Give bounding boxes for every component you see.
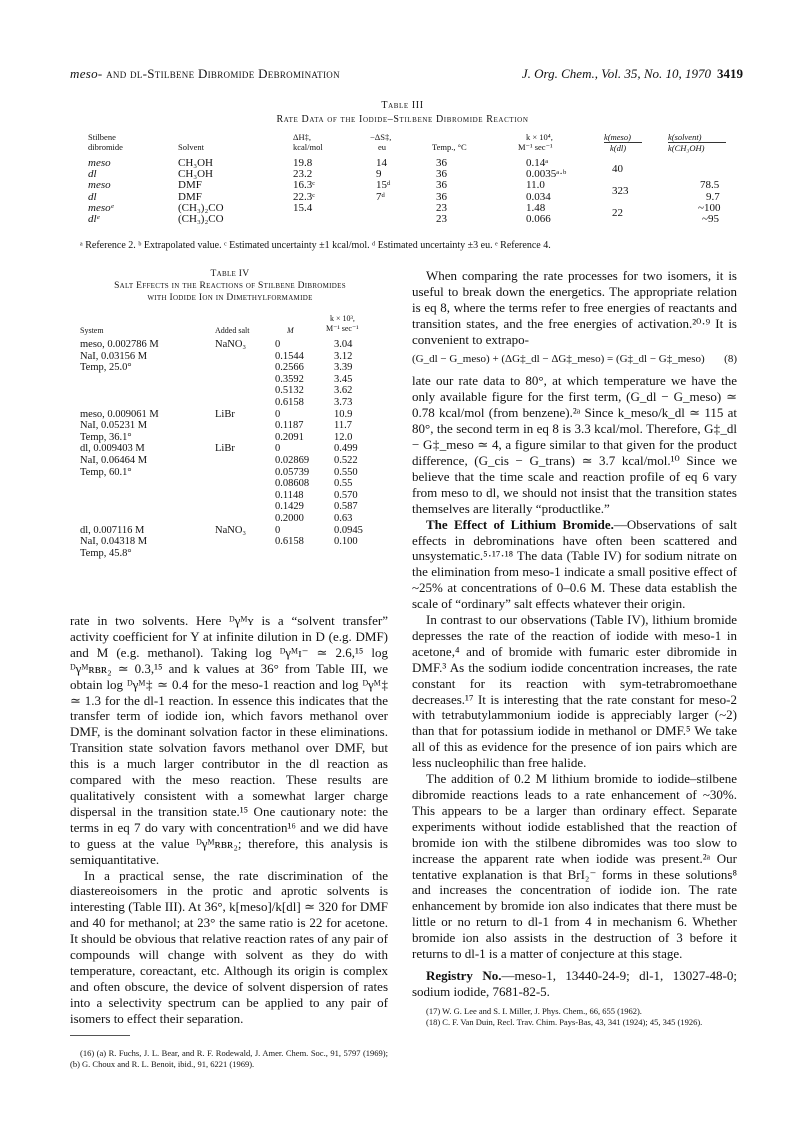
table4-cell: 0.1148: [275, 489, 304, 501]
table3-cell: dl: [88, 168, 97, 181]
table3-header: k(dl): [610, 143, 627, 153]
paragraph: The Effect of Lithium Bromide.—Observations of salt effects in debrominations have often been scattered and unsystematic.⁵·¹⁷·¹⁸ The data (Table IV) for sodium nitrate on the elimination from meso-1 indicate a small positive effect of ~25% at concentrations of 0–0.6 M. These data establish the scale of “ordinary” salt effects whatever their origin.: [412, 516, 738, 612]
table3-cell: mesoᵉ: [88, 201, 114, 214]
table4-cell: 12.0: [334, 431, 353, 443]
right-column: [412, 268, 737, 1028]
table3-cell: CH₃OH: [178, 157, 214, 169]
table4-cell: 0.550: [334, 466, 358, 478]
registry-numbers: Registry No.—meso-1, 13440-24-9; dl-1, 13027-48-0; sodium iodide, 7681-82-5.: [412, 967, 737, 999]
table3-cell: 36: [436, 190, 447, 203]
table4-cell: 0.1429: [275, 501, 304, 513]
table3-header: k(CH₃OH): [668, 143, 705, 153]
table3-cell: 7ᵈ: [376, 190, 385, 203]
table3-cell: 36: [436, 168, 447, 181]
table4-cell: 0.587: [334, 501, 358, 513]
table4-cell: 0.522: [334, 455, 358, 466]
table3-cell: 0.066: [526, 213, 551, 225]
journal-citation: J. Org. Chem., Vol. 35, No. 10, 1970 3419: [521, 66, 743, 81]
table3-header: Temp., °C: [432, 142, 467, 152]
table3-cell: DMF: [178, 179, 202, 192]
table3-cell: dlᵉ: [88, 213, 100, 225]
table4-header: M⁻¹ sec⁻¹: [326, 324, 359, 333]
table3-header: k × 10⁴,: [526, 132, 553, 142]
table3-cell: (CH₃)₂CO: [178, 213, 224, 225]
table4-cell: LiBr: [215, 443, 235, 455]
table4-cell: 0.6158: [275, 397, 304, 408]
table3-cell: 0.0035ᵃ·ᵇ: [526, 168, 567, 181]
left-column: [70, 613, 388, 1070]
table3-solvent-ratio: 9.7: [706, 190, 720, 203]
reference-17: (17) W. G. Lee and S. I. Miller, J. Phys. Chem., 66, 655 (1962).: [426, 1005, 642, 1016]
reference-16: (16) (a) R. Fuchs, J. L. Bear, and R. F. Rodewald, J. Amer. Chem. Soc., 91, 5797 (1969); (b) G. Choux and R. L. Benoit, ibid., 91, 6221 (1969).: [70, 1047, 388, 1069]
table4-cell: 0.570: [334, 489, 358, 501]
table4-cell: 0.02869: [275, 455, 310, 466]
table4-cell: 0.0945: [334, 524, 363, 536]
table3-cell: 0.034: [526, 190, 551, 203]
table3-header: k(solvent): [668, 132, 702, 142]
table4-cell: Temp, 45.8°: [80, 547, 132, 559]
table4-cell: NaI, 0.05231 M: [80, 420, 148, 432]
table3-cell: dl: [88, 190, 97, 203]
table4-title: Table IV: [210, 269, 250, 279]
paragraph: rate in two solvents. Here ᴰγᴹʏ is a “solvent transfer” activity coefficient for Y at infinite dilution in D (e.g. DMF) and M (e.g. methanol). Taking log ᴰγᴹɪ⁻ ≃ 2.6,¹⁵ log ᴰγᴹʀʙʀ₂ ≃ 0.3,¹⁵ and k values at 36° from Table III, we obtain log ᴰγᴹ‡ ≃ 0.4 for the meso-1 reaction and log ᴰγᴹ‡ ≃ 1.3 for the dl-1 reaction. In essence this indicates that the transfer term of iodide ion, which favors methanol over DMF, is the dominant solvation factor in these eliminations. Transition state solvation favors methanol over DMF, but this is a much larger contributor in the dl reaction as compared with the meso reaction. These results are qualitatively consistent with a somewhat larger charge dispersal in the transition state.¹⁵ One cautionary note: the terms in eq 7 do vary with concentration¹⁶ and we did have to guess at the value ᴰγᴹʀʙʀ₂; therefore, this analysis is semiquantitative.: [70, 613, 388, 867]
table3-cell: meso: [88, 157, 111, 169]
table3-cell: 11.0: [526, 179, 545, 192]
table4-cell: 3.73: [334, 397, 353, 408]
table3-header: k(meso): [604, 132, 631, 142]
table4-cell: 3.45: [334, 373, 353, 385]
table4-cell: 3.04: [334, 339, 353, 350]
table4-cell: Temp, 25.0°: [80, 362, 132, 374]
table4-cell: 0.1544: [275, 350, 304, 362]
table3-caption: [0, 99, 805, 127]
divider: [70, 1035, 130, 1036]
table4-cell: 0.05739: [275, 466, 310, 478]
table4-cell: 0.1187: [275, 420, 304, 432]
table4-cell: NaI, 0.06464 M: [80, 455, 148, 466]
table4-header: Added salt: [215, 326, 250, 335]
table4-cell: Temp, 36.1°: [80, 431, 132, 443]
table4-cell: 0.63: [334, 513, 353, 524]
table4-cell: 0.3592: [275, 373, 304, 385]
table3-header: Solvent: [178, 142, 204, 152]
table3-footnote: ᵃ Reference 2. ᵇ Extrapolated value. ᶜ Estimated uncertainty ±1 kcal/mol. ᵈ Estimated uncertainty ±3 eu. ᵉ Reference 4.: [80, 240, 551, 251]
table3-cell: (CH₃)₂CO: [178, 201, 224, 214]
table4-subtitle: Salt Effects in the Reactions of Stilbene Dibromides: [114, 281, 346, 291]
table3-cell: 9: [376, 168, 382, 181]
running-title: meso- and dl-Stilbene Dibromide Debromination: [70, 66, 340, 81]
table3-ratio: 22: [612, 207, 623, 220]
paragraph: In contrast to our observations (Table IV), lithium bromide depresses the rate of the reaction of iodide with meso-1 in acetone,⁴ and of bromide with fumaric ester dibromide in DMF.³ As the sodium iodide concentration increases, the rate constant for its reaction with sym-tetrabromoethane decreases.¹⁷ It is interesting that the rate constant for meso-2 with tetrabutylammonium iodide is appreciably larger (~2) than that for potassium iodide in methanol or DMF.⁵ We take all of this as evidence for the presence of ion pairs which are less nucleophilic than free halide.: [412, 612, 737, 771]
table3-header: eu: [378, 142, 387, 152]
table3-cell: 0.14ᵃ: [526, 157, 549, 169]
table3-cell: CH₃OH: [178, 168, 214, 181]
table3-header: ΔH‡,: [293, 132, 311, 142]
table4-cell: meso, 0.002786 M: [80, 339, 159, 350]
table4-cell: 3.12: [334, 350, 353, 362]
table3-solvent-ratio: ~100: [698, 201, 721, 214]
table4-cell: 0.08608: [275, 478, 310, 490]
table4-subtitle-2: with Iodide Ion in Dimethylformamide: [147, 293, 313, 303]
table4-cell: 3.62: [334, 385, 353, 397]
table3-subtitle: Rate Data of the Iodide–Stilbene Dibromide Reaction: [276, 114, 529, 125]
table4-cell: 0.100: [334, 536, 358, 548]
table3-cell: 16.3ᶜ: [293, 179, 316, 192]
table3-cell: 36: [436, 157, 447, 169]
table4-cell: 0.499: [334, 443, 358, 455]
table4-cell: 0: [275, 524, 281, 536]
table4-cell: 0.2566: [275, 362, 304, 374]
table4-cell: 3.39: [334, 362, 353, 374]
section-heading: The Effect of Lithium Bromide.: [426, 516, 614, 532]
table3-cell: 23.2: [293, 168, 313, 181]
table3-solvent-ratio: ~95: [702, 213, 719, 225]
table3-cell: meso: [88, 179, 111, 192]
table3-cell: 15ᵈ: [376, 179, 391, 192]
table4-header: M: [287, 326, 294, 335]
table4-cell: LiBr: [215, 408, 235, 420]
table3-cell: 15.4: [293, 201, 313, 214]
table3-cell: 36: [436, 179, 447, 192]
table4-cell: meso, 0.009061 M: [80, 408, 159, 420]
table4-cell: dl, 0.009403 M: [80, 443, 145, 455]
table3-solvent-ratio: 78.5: [700, 179, 720, 192]
table3-cell: 19.8: [293, 157, 313, 169]
table3-cell: DMF: [178, 190, 202, 203]
table3-title: Table III: [381, 100, 424, 111]
reference-18: (18) C. F. Van Duin, Recl. Trav. Chim. Pays-Bas, 43, 341 (1924); 45, 345 (1926).: [426, 1016, 703, 1027]
equation-8: (G_dl − G_meso) + (ΔG‡_dl − ΔG‡_meso) = (G‡_dl − G‡_meso) (8): [412, 352, 737, 365]
table3-cell: 14: [376, 157, 387, 169]
table4-cell: NaNO₃: [215, 339, 247, 350]
table4-header: System: [80, 326, 104, 335]
table3-cell: 23: [436, 201, 447, 214]
table4-cell: 0: [275, 339, 281, 350]
table4-cell: 0.6158: [275, 536, 304, 548]
page-header: [70, 66, 743, 82]
table4-cell: NaI, 0.03156 M: [80, 350, 148, 362]
table3-cell: 23: [436, 213, 447, 225]
table3-ratio: 323: [612, 185, 629, 197]
paragraph: The addition of 0.2 M lithium bromide to iodide–stilbene dibromide reactions leads to a rate enhancement of ~30%. This appears to be a larger than ordinary effect. Separate experiments without iodide established that the reaction of bromide ion with the stilbene dibromides was too slow to increase the apparent rate when iodide was present.²ᵃ Our tentative explanation is that BrI₂⁻ forms in these solutions⁸ and increases the concentration of iodide ion. The rate enhancement by bromide ion also indicates that there must be little or no return to dl-1 from 4 in mechanism 6. Whether bromide ion also assists in the destruction of 3 before it returns to dl-1 is a matter of conjecture at this stage.: [412, 771, 737, 962]
paragraph: late our rate data to 80°, at which temperature we have the only available figure for the first term, (G_dl − G_meso) ≃ 0.78 kcal/mol (from benzene).²ᵃ Since k_meso/k_dl ≃ 115 at 80°, the second term in eq 8 is 3.3 kcal/mol. Therefore, G‡_dl − G‡_meso ≃ 4, a figure similar to that given for the product difference, (G_cis − G_trans) ≃ 3.7 kcal/mol.¹⁰ Since we believe that the time scale and reaction profile of eq 6 vary from meso to dl, we should not insist that the transition states themselves are literally “productlike.”: [412, 373, 737, 516]
paragraph: In a practical sense, the rate discrimination of the diastereoisomers in the protic and aprotic solvents is interesting (Table III). At 36°, k[meso]/k[dl] ≃ 320 for DMF and 40 for methanol; at 23° the same ratio is 22 for acetone. It should be obvious that relative reaction rates of any pair of compounds will change with solvent as they do with temperature, coreactant, etc. Although its origin is complex and often obscure, the device of solvent dispersion of rates into a selectivity spectrum can be applied to any pair of isomers to effect their separation.: [70, 867, 388, 1026]
table3-header: dibromide: [88, 142, 123, 152]
table3-header: −ΔS‡,: [370, 132, 392, 142]
table3-ratio: 40: [612, 162, 623, 175]
table4-cell: dl, 0.007116 M: [80, 524, 145, 536]
table4-cell: Temp, 60.1°: [80, 466, 132, 478]
paragraph: When comparing the rate processes for two isomers, it is useful to break down the energetics. The appropriate relation is eq 8, where the terms refer to free energies of reactants and transition states, and the free energies of activation.²⁰·⁹ It is convenient to extrapo-: [412, 268, 737, 347]
table3-cell: 1.48: [526, 201, 546, 214]
table4-cell: 0.5132: [275, 385, 304, 397]
table4-cell: NaNO₃: [215, 524, 247, 536]
table4-cell: 0.55: [334, 478, 353, 490]
table3-header: kcal/mol: [293, 142, 323, 152]
page-number: 3419: [717, 66, 743, 81]
table3-header: M⁻¹ sec⁻¹: [518, 142, 553, 152]
table4-cell: NaI, 0.04318 M: [80, 536, 148, 548]
table4-cell: 10.9: [334, 408, 353, 420]
table3-header: Stilbene: [88, 132, 116, 142]
table4-cell: 0: [275, 443, 281, 455]
table3-cell: 22.3ᶜ: [293, 190, 316, 203]
table4-caption: [70, 268, 390, 304]
table4-header: k × 10³,: [330, 314, 355, 323]
table4-cell: 0: [275, 408, 281, 420]
table4-cell: 0.2000: [275, 513, 304, 524]
table4-cell: 11.7: [334, 420, 352, 432]
table4-cell: 0.2091: [275, 431, 304, 443]
